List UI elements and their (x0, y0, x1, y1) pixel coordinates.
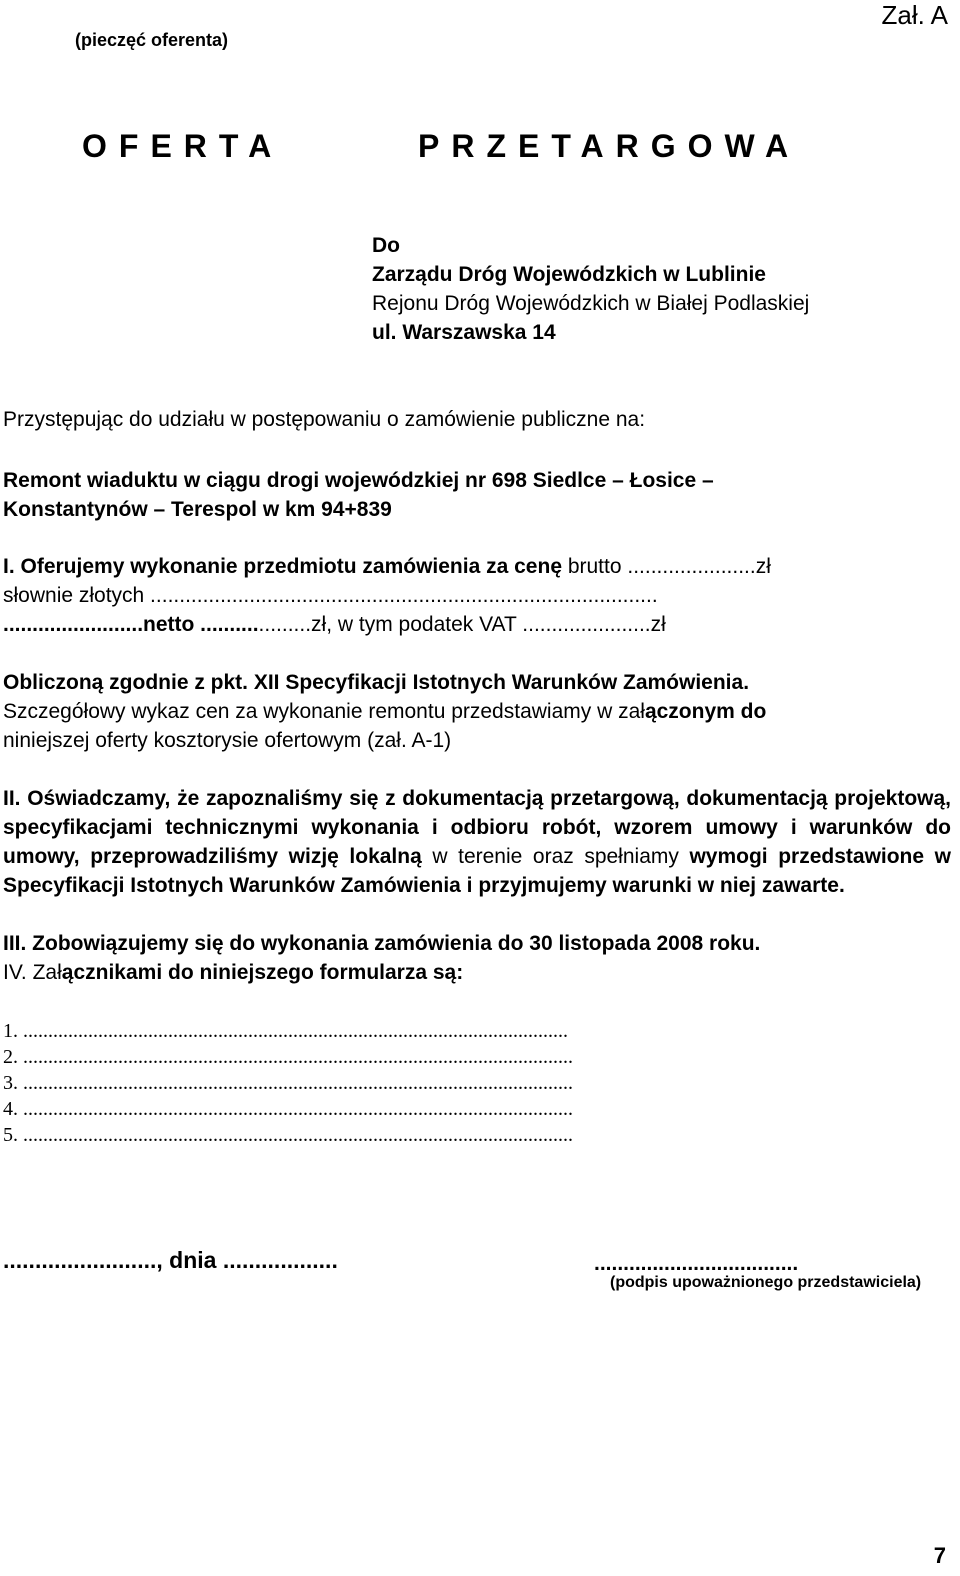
addressee-line-3: Rejonu Dróg Wojewódzkich w Białej Podlaskiej (372, 292, 810, 315)
document-title-word-2: PRZETARGOWA (418, 128, 801, 164)
price-detail-part-a: Szczegółowy wykaz cen za wykonanie remontu przedstawiamy w zał (3, 700, 645, 723)
signature-label: (podpis upoważnionego przedstawiciela) (610, 1274, 922, 1291)
addressee-line-4: ul. Warszawska 14 (372, 321, 556, 344)
vat-field: .........zł, w tym podatek VAT ......................zł (258, 613, 666, 636)
section-2-normal: w terenie oraz spełniamy (421, 845, 690, 868)
section-1-gross-field: brutto ......................zł (562, 555, 771, 578)
attachment-marker: Zał. A (881, 0, 948, 30)
section-4-rest: ącznikami do niniejszego formularza są: (61, 961, 464, 984)
subject-line-2: Konstantynów – Terespol w km 94+839 (3, 498, 392, 521)
calculation-note: Obliczoną zgodnie z pkt. XII Specyfikacji Istotnych Warunków Zamówienia. (3, 671, 750, 694)
section-2-bold-2: wymogi przedstawione w Specyfikacji Istotnych Warunków Zamówienia i przyjmujemy warunki w niej zawarte. (3, 845, 951, 897)
page-number: 7 (933, 1543, 946, 1568)
subject-block (3, 466, 714, 524)
net-label: ........................netto .......... (3, 613, 259, 636)
addressee-block (372, 231, 809, 347)
section-1-heading: I. Oferujemy wykonanie przedmiotu zamówienia za cenę (3, 555, 562, 578)
subject-line-1: Remont wiaduktu w ciągu drogi wojewódzkiej nr 698 Siedlce – Łosice – (3, 469, 714, 492)
place-and-date-field: ........................, dnia .................. (3, 1247, 338, 1273)
section-2-bold-1: II. Oświadczamy, że zapoznaliśmy się z dokumentacją przetargową, dokumentacją projektową, specyfikacjami technicznymi wykonania i odbioru robót, wzorem umowy i warunków do umowy, przeprowadziliśmy wizję lokalną (3, 787, 951, 868)
price-detail-paragraph (3, 697, 951, 755)
price-detail-part-c: niniejszej oferty kosztorysie ofertowym (zał. A-1) (3, 729, 452, 752)
addressee-line-1: Do (372, 234, 400, 257)
section-4-attachments (3, 958, 463, 987)
section-1-words-line: słownie złotych ....................................................................................... (3, 584, 658, 607)
addressee-line-2: Zarządu Dróg Wojewódzkich w Lublinie (372, 263, 766, 286)
section-1-offer (3, 552, 951, 639)
section-1-net-line (3, 610, 951, 639)
section-2-declaration (3, 784, 951, 900)
section-4-prefix: IV. Zał (3, 961, 62, 984)
list-item: 5. .............................................................................................................. (3, 1124, 573, 1146)
list-item: 1. ............................................................................................................. (3, 1020, 568, 1042)
list-item: 2. .............................................................................................................. (3, 1046, 573, 1068)
section-1-price-line (3, 552, 951, 581)
intro-text: Przystępując do udziału w postępowaniu o zamówienie publiczne na: (3, 408, 646, 431)
attachments-list (3, 1018, 573, 1148)
list-item: 4. .............................................................................................................. (3, 1098, 573, 1120)
signature-line: ................................... (594, 1252, 799, 1275)
document-title-word-1: OFERTA (82, 128, 284, 164)
price-detail-part-b: ączonym do (644, 700, 767, 723)
list-item: 3. .............................................................................................................. (3, 1072, 573, 1094)
bidder-stamp-label: (pieczęć oferenta) (75, 30, 229, 50)
section-3-deadline: III. Zobowiązujemy się do wykonania zamówienia do 30 listopada 2008 roku. (3, 932, 761, 955)
